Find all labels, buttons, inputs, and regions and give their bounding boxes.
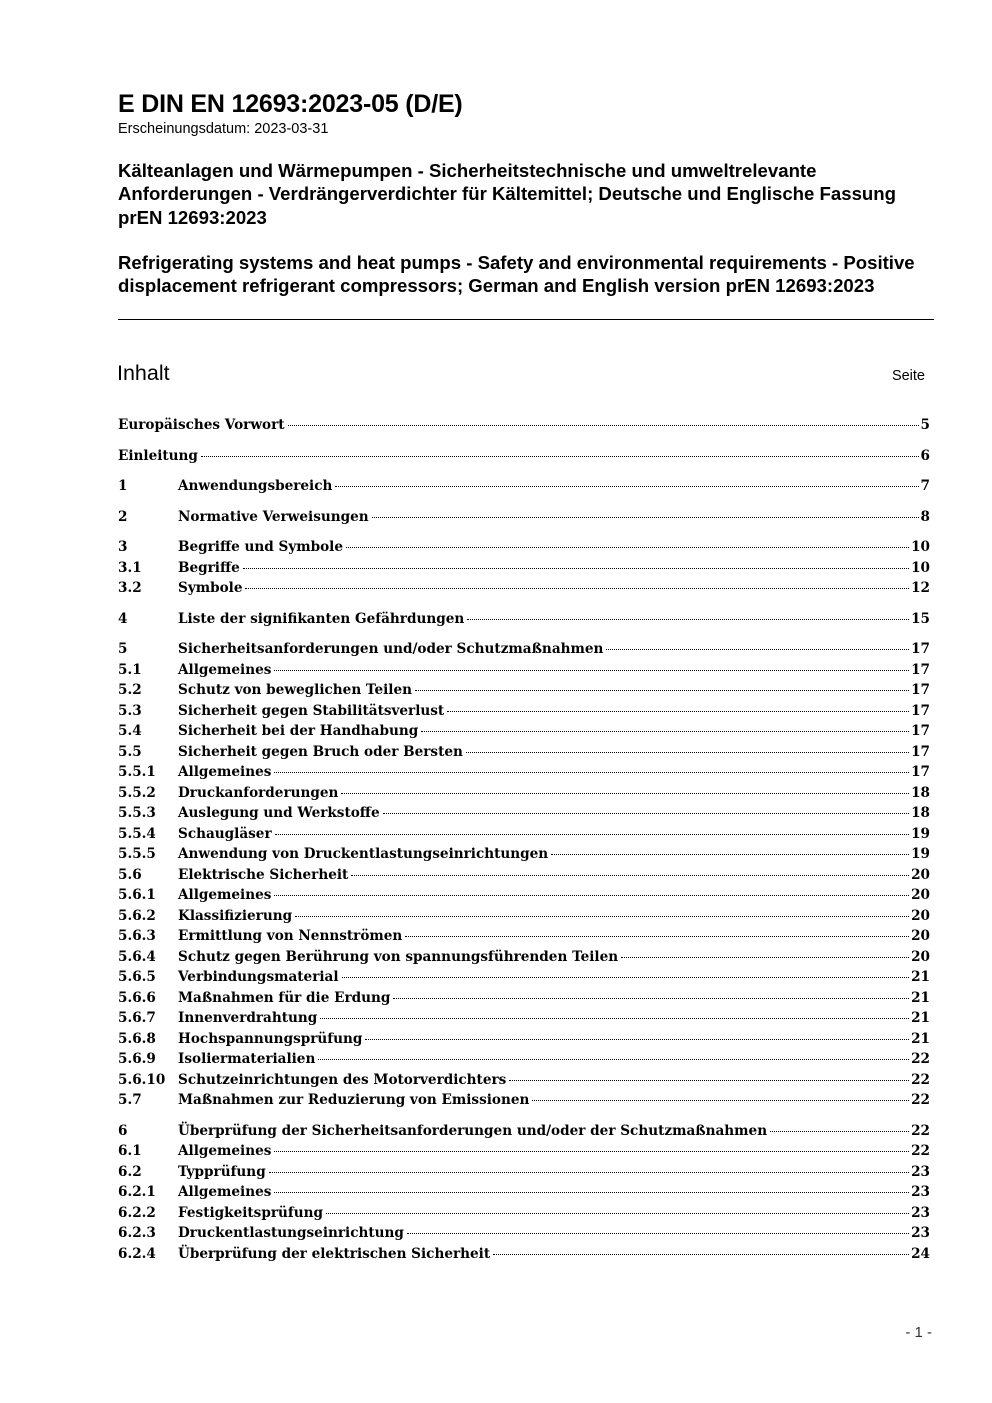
toc-entry-title: Ermittlung von Nennströmen xyxy=(178,928,403,944)
toc-dot-leader xyxy=(201,456,919,457)
toc-entry-number: 5.6.6 xyxy=(118,989,156,1006)
title-german: Kälteanlagen und Wärmepumpen - Sicherheitstechnische und umweltrelevante Anforderungen - Verdrängerverdichter für Kältemittel; Deutsche und Englische Fassung prEN 12693:2023 xyxy=(118,160,896,228)
toc-entry-page: 24 xyxy=(911,1245,930,1262)
toc-entry-title: Schutzeinrichtungen des Motorverdichters xyxy=(178,1071,507,1088)
toc-dot-leader xyxy=(274,895,909,896)
toc-entry[interactable] xyxy=(118,580,930,601)
toc-entry-number: 6.2 xyxy=(118,1163,142,1180)
toc-entry[interactable] xyxy=(118,887,930,908)
toc-entry-page: 22 xyxy=(911,1122,930,1139)
header-divider xyxy=(118,319,934,320)
toc-dot-leader xyxy=(365,1039,909,1040)
toc-entry-page: 18 xyxy=(911,805,930,821)
toc-entry-page: 23 xyxy=(911,1163,930,1180)
toc-entry-number: 5.6.10 xyxy=(118,1071,166,1088)
toc-entry[interactable] xyxy=(118,509,930,530)
toc-entry[interactable] xyxy=(118,1031,930,1052)
toc-entry-title: Symbole xyxy=(178,580,243,596)
toc-entry-number: 6 xyxy=(118,1122,128,1139)
toc-entry-page: 22 xyxy=(911,1092,930,1108)
toc-entry[interactable] xyxy=(118,1205,930,1226)
toc-dot-leader xyxy=(274,1192,909,1193)
toc-entry-page: 22 xyxy=(911,1071,930,1088)
toc-dot-leader xyxy=(351,875,909,876)
toc-entry-title: Schutz von beweglichen Teilen xyxy=(178,682,413,698)
toc-entry-page: 17 xyxy=(911,723,930,739)
toc-entry-page: 23 xyxy=(911,1204,930,1221)
toc-entry-page: 15 xyxy=(911,610,930,627)
toc-dot-leader xyxy=(509,1080,909,1081)
toc-entry-number: 5.6.2 xyxy=(118,907,156,924)
toc-dot-leader xyxy=(326,1213,909,1214)
page-number: - 1 - xyxy=(905,1324,932,1341)
toc-entry-number: 3 xyxy=(118,539,128,555)
toc-entry-number: 5.5 xyxy=(118,743,142,760)
toc-entry-page: 8 xyxy=(920,508,930,525)
toc-entry-page: 10 xyxy=(911,539,930,555)
toc-entry[interactable] xyxy=(118,826,930,847)
toc-dot-leader xyxy=(372,517,919,518)
toc-entry-number: 5.6.5 xyxy=(118,969,156,985)
toc-dot-leader xyxy=(415,690,909,691)
toc-entry-page: 20 xyxy=(911,887,930,903)
toc-entry-number: 5 xyxy=(118,641,128,657)
toc-entry-number: 5.3 xyxy=(118,702,142,719)
toc-dot-leader xyxy=(320,1018,909,1019)
toc-entry-title: Überprüfung der Sicherheitsanforderungen und/oder der Schutzmaßnahmen xyxy=(178,1122,768,1139)
toc-dot-leader xyxy=(493,1254,909,1255)
toc-entry-page: 23 xyxy=(911,1225,930,1241)
toc-entry-page: 17 xyxy=(911,661,930,678)
toc-entry-title: Anwendungsbereich xyxy=(178,478,333,494)
toc-entry-title: Maßnahmen zur Reduzierung von Emissionen xyxy=(178,1092,530,1108)
toc-entry-title: Auslegung und Werkstoffe xyxy=(178,805,380,821)
toc-dot-leader xyxy=(275,834,909,835)
toc-entry-number: 5.6 xyxy=(118,866,142,883)
toc-entry[interactable] xyxy=(118,1072,930,1093)
toc-entry-page: 23 xyxy=(911,1184,930,1200)
toc-entry-title: Sicherheitsanforderungen und/oder Schutzmaßnahmen xyxy=(178,641,604,657)
toc-entry[interactable] xyxy=(118,764,930,785)
toc-entry-number: 6.2.1 xyxy=(118,1184,156,1200)
toc-entry[interactable] xyxy=(118,846,930,867)
toc-entry-title: Isoliermaterialien xyxy=(178,1051,316,1067)
toc-entry-page: 20 xyxy=(911,907,930,924)
title-english: Refrigerating systems and heat pumps - Safety and environmental requirements - Positive displacement refrigerant compressors; German and English version prEN 12693:2023 xyxy=(118,252,915,297)
toc-entry-title: Sicherheit gegen Bruch oder Bersten xyxy=(178,743,463,760)
toc-dot-leader xyxy=(288,425,919,426)
toc-dot-leader xyxy=(245,588,909,589)
toc-dot-leader xyxy=(341,793,909,794)
toc-entry-title: Verbindungsmaterial xyxy=(178,969,339,985)
toc-entry[interactable] xyxy=(118,1092,930,1113)
toc-entry-number: 5.6.8 xyxy=(118,1030,156,1047)
toc-entry-title: Klassifizierung xyxy=(178,907,293,924)
toc-dot-leader xyxy=(335,486,918,487)
toc-entry-page: 21 xyxy=(911,989,930,1006)
toc-entry[interactable] xyxy=(118,1184,930,1205)
toc-entry-title: Einleitung xyxy=(118,447,198,464)
toc-entry[interactable] xyxy=(118,744,930,765)
toc-entry-title: Typprüfung xyxy=(178,1163,266,1180)
toc-dot-leader xyxy=(342,977,910,978)
toc-dot-leader xyxy=(274,772,909,773)
toc-entry[interactable] xyxy=(118,949,930,970)
toc-entry-page: 17 xyxy=(911,641,930,657)
toc-dot-leader xyxy=(274,1151,909,1152)
toc-entry-number: 5.5.4 xyxy=(118,825,156,842)
toc-dot-leader xyxy=(346,547,909,548)
toc-entry[interactable] xyxy=(118,682,930,703)
toc-dot-leader xyxy=(318,1059,909,1060)
toc-entry-page: 20 xyxy=(911,928,930,944)
toc-entry[interactable] xyxy=(118,448,930,469)
toc-entry-page: 19 xyxy=(911,846,930,862)
toc-entry-number: 5.5.3 xyxy=(118,805,156,821)
toc-entry-title: Maßnahmen für die Erdung xyxy=(178,989,391,1006)
toc-entry-page: 22 xyxy=(911,1143,930,1159)
toc-entry-page: 5 xyxy=(920,417,930,433)
toc-dot-leader xyxy=(243,568,909,569)
toc-entry-title: Liste der signifikanten Gefährdungen xyxy=(178,610,465,627)
toc-entry[interactable] xyxy=(118,641,930,662)
toc-entry-number: 5.7 xyxy=(118,1092,142,1108)
toc-entry[interactable] xyxy=(118,969,930,990)
toc-dot-leader xyxy=(383,813,909,814)
toc-entry[interactable] xyxy=(118,1164,930,1185)
toc-entry-title: Europäisches Vorwort xyxy=(118,417,285,433)
toc-entry[interactable] xyxy=(118,1143,930,1164)
toc-entry-page: 10 xyxy=(911,559,930,576)
toc-dot-leader xyxy=(405,936,909,937)
toc-dot-leader xyxy=(606,649,909,650)
toc-entry-number: 6.2.2 xyxy=(118,1204,156,1221)
toc-entry-title: Hochspannungsprüfung xyxy=(178,1030,363,1047)
toc-dot-leader xyxy=(447,711,909,712)
toc-entry[interactable] xyxy=(118,867,930,888)
toc-entry-title: Elektrische Sicherheit xyxy=(178,866,349,883)
toc-entry-page: 6 xyxy=(920,447,930,464)
toc-dot-leader xyxy=(551,854,909,855)
toc-entry-number: 2 xyxy=(118,508,128,525)
toc-dot-leader xyxy=(274,670,909,671)
toc-entry-page: 17 xyxy=(911,702,930,719)
toc-dot-leader xyxy=(269,1172,909,1173)
toc-entry[interactable] xyxy=(118,703,930,724)
toc-entry[interactable] xyxy=(118,785,930,806)
toc-entry-number: 5.2 xyxy=(118,682,142,698)
toc-entry-title: Druckentlastungseinrichtung xyxy=(178,1225,404,1241)
toc-entry[interactable] xyxy=(118,1246,930,1267)
toc-entry[interactable] xyxy=(118,611,930,632)
toc-entry[interactable] xyxy=(118,662,930,683)
toc-heading: Inhalt xyxy=(117,361,170,385)
toc-dot-leader xyxy=(393,998,909,999)
toc-entry-page: 17 xyxy=(911,764,930,780)
toc-entry-title: Anwendung von Druckentlastungseinrichtungen xyxy=(178,846,549,862)
toc-entry-number: 6.1 xyxy=(118,1143,142,1159)
toc-entry-page: 12 xyxy=(911,580,930,596)
toc-entry-number: 5.6.7 xyxy=(118,1010,156,1026)
toc-entry-title: Druckanforderungen xyxy=(178,784,339,801)
toc-entry-title: Normative Verweisungen xyxy=(178,508,369,525)
toc-dot-leader xyxy=(421,731,909,732)
toc-entry[interactable] xyxy=(118,1123,930,1144)
toc-entry[interactable] xyxy=(118,539,930,560)
toc-entry-number: 5.4 xyxy=(118,723,142,739)
toc-entry-title: Festigkeitsprüfung xyxy=(178,1204,323,1221)
toc-dot-leader xyxy=(295,916,909,917)
toc-entry-number: 5.6.3 xyxy=(118,928,156,944)
toc-entry-title: Sicherheit gegen Stabilitätsverlust xyxy=(178,702,445,719)
toc-entry[interactable] xyxy=(118,805,930,826)
toc-entry-title: Begriffe und Symbole xyxy=(178,539,343,555)
toc-dot-leader xyxy=(621,957,909,958)
toc-entry-number: 1 xyxy=(118,478,128,494)
toc-entry-page: 17 xyxy=(911,682,930,698)
toc-entry-page: 7 xyxy=(920,478,930,494)
toc-entry-page: 22 xyxy=(911,1051,930,1067)
toc-entry[interactable] xyxy=(118,1010,930,1031)
toc-entry-number: 5.5.1 xyxy=(118,764,156,780)
toc-entry[interactable] xyxy=(118,1051,930,1072)
toc-entry-number: 4 xyxy=(118,610,128,627)
document-id: E DIN EN 12693:2023-05 (D/E) xyxy=(118,90,463,118)
toc-entry-title: Innenverdrahtung xyxy=(178,1010,318,1026)
toc-entry-number: 5.6.4 xyxy=(118,948,156,965)
toc-dot-leader xyxy=(770,1131,909,1132)
toc-entry-page: 17 xyxy=(911,743,930,760)
toc-dot-leader xyxy=(532,1100,909,1101)
toc-entry-title: Allgemeines xyxy=(178,764,272,780)
toc-entry-title: Schutz gegen Berührung von spannungsführenden Teilen xyxy=(178,948,619,965)
toc-entry[interactable] xyxy=(118,1225,930,1246)
toc-entry-page: 19 xyxy=(911,825,930,842)
toc-entry-number: 5.5.5 xyxy=(118,846,156,862)
toc-entry-number: 5.5.2 xyxy=(118,784,156,801)
toc-entry-page: 21 xyxy=(911,969,930,985)
toc-entry[interactable] xyxy=(118,908,930,929)
toc-entry-title: Allgemeines xyxy=(178,661,272,678)
table-of-contents xyxy=(118,417,930,1266)
toc-entry-page: 20 xyxy=(911,866,930,883)
toc-entry-title: Schaugläser xyxy=(178,825,272,842)
toc-entry[interactable] xyxy=(118,560,930,581)
toc-entry-number: 3.1 xyxy=(118,559,142,576)
toc-entry[interactable] xyxy=(118,417,930,438)
toc-entry-title: Allgemeines xyxy=(178,1184,272,1200)
toc-entry-title: Allgemeines xyxy=(178,887,272,903)
toc-entry-page: 18 xyxy=(911,784,930,801)
toc-entry-title: Sicherheit bei der Handhabung xyxy=(178,723,419,739)
toc-entry-title: Allgemeines xyxy=(178,1143,272,1159)
toc-page-column-label: Seite xyxy=(891,368,925,384)
toc-entry-number: 5.6.9 xyxy=(118,1051,156,1067)
toc-dot-leader xyxy=(407,1233,909,1234)
toc-entry-number: 6.2.3 xyxy=(118,1225,156,1241)
toc-entry-title: Begriffe xyxy=(178,559,240,576)
toc-dot-leader xyxy=(466,752,909,753)
toc-entry-number: 3.2 xyxy=(118,580,142,596)
toc-entry-page: 21 xyxy=(911,1010,930,1026)
toc-entry-page: 21 xyxy=(911,1030,930,1047)
toc-entry-number: 5.1 xyxy=(118,661,142,678)
issue-date: Erscheinungsdatum: 2023-03-31 xyxy=(118,121,329,137)
toc-dot-leader xyxy=(467,619,909,620)
toc-entry-number: 5.6.1 xyxy=(118,887,156,903)
toc-entry-page: 20 xyxy=(911,948,930,965)
toc-entry[interactable] xyxy=(118,990,930,1011)
toc-entry[interactable] xyxy=(118,928,930,949)
toc-entry[interactable] xyxy=(118,723,930,744)
toc-entry[interactable] xyxy=(118,478,930,499)
toc-entry-title: Überprüfung der elektrischen Sicherheit xyxy=(178,1245,491,1262)
toc-entry-number: 6.2.4 xyxy=(118,1245,156,1262)
